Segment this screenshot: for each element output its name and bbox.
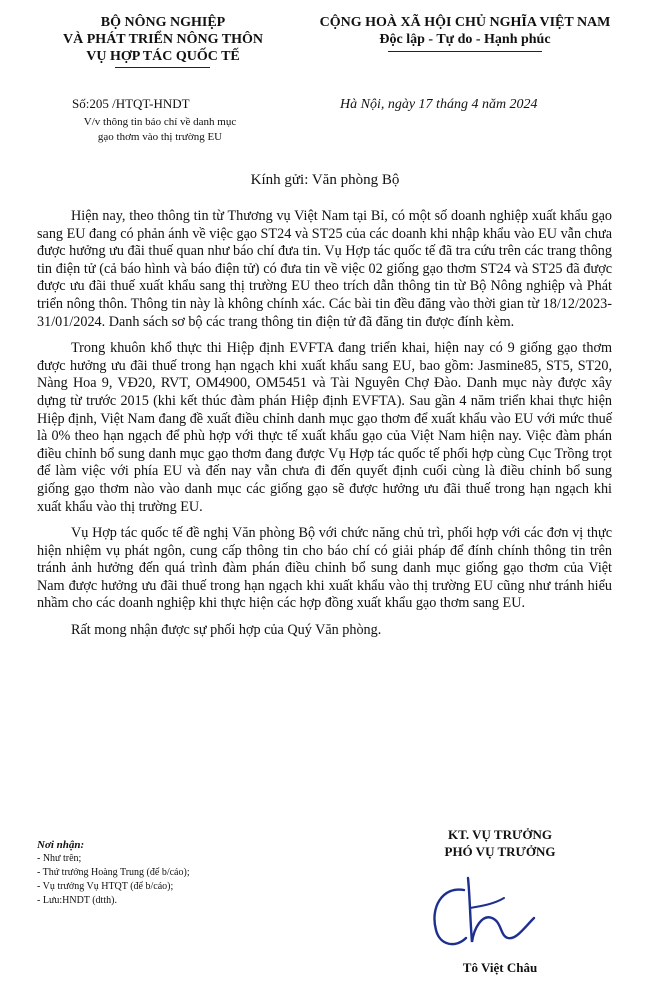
body-paragraph-1: Hiện nay, theo thông tin từ Thương vụ Việt Nam tại Bỉ, có một số doanh nghiệp xuất khẩu gạo sang EU đang có phản ánh về việc gạo ST24 và ST25 của các doanh khi nhập khẩu vào EU vẫn chưa được hưởng ưu đãi thuế quan như báo chí đưa tin. Vụ Hợp tác quốc tế đã tra cứu trên các trang thông tin điện tử (cả báo hình và báo điện tử) có đưa tin về việc 02 giống gạo thơm ST24 và ST25 đã được được ưu đãi thuế xuất khẩu sang thị trường EU theo trích dẫn thông tin từ Bộ Nông nghiệp và Phát triển nông thôn. Thông tin này là không chính xác. Các bài tin đều đăng vào thời gian từ 18/12/2023-31/01/2024. Danh sách sơ bộ các trang thông tin điện tử đã đăng tin được đính kèm.: [37, 208, 612, 330]
handwritten-signature: [412, 868, 542, 958]
body-paragraph-3: Vụ Hợp tác quốc tế đề nghị Văn phòng Bộ với chức năng chủ trì, phối hợp với các đơn vị thực hiện nhiệm vụ phát ngôn, cung cấp thông tin cho báo chí có giải pháp để đính chính thông tin trên tránh ảnh hưởng đến quá trình đàm phán điều chỉnh bổ sung danh mục giống gạo thơm của Việt Nam được hưởng ưu đãi thuế trong hạn ngạch khi xuất khẩu vào thị trường EU cũng như tránh hiểu nhầm cho các doanh nghiệp khi thực hiện các hợp đồng xuất khẩu gạo thơm sang EU.: [37, 525, 612, 612]
document-body: [37, 208, 612, 649]
recipient-item: - Vụ trưởng Vụ HTQT (để b/cáo);: [37, 881, 174, 892]
document-date: Hà Nội, ngày 17 tháng 4 năm 2024: [340, 97, 538, 112]
document-number: Số:205 /HTQT-HNDT: [72, 96, 190, 111]
recipient-item: - Lưu:HNDT (dtth).: [37, 895, 117, 906]
national-title: CỘNG HOÀ XÃ HỘI CHỦ NGHĨA VIỆT NAM: [319, 15, 611, 30]
agency-line-3: VỤ HỢP TÁC QUỐC TẾ: [86, 49, 240, 64]
agency-line-2: VÀ PHÁT TRIỂN NÔNG THÔN: [63, 32, 263, 47]
body-paragraph-2: Trong khuôn khổ thực thi Hiệp định EVFTA đang triển khai, hiện nay có 9 giống gạo thơm được hưởng ưu đãi thuế trong hạn ngạch khi xuất khẩu sang EU, bao gồm: Jasmine85, ST5, ST20, Nàng Hoa 9, VĐ20, RVT, OM4900, OM5451 và Tài Nguyên Chợ Đào. Danh mục này được xây dựng từ trước 2015 (khi kết thúc đàm phán Hiệp định EVFTA). Sau gần 4 năm triển khai thực hiện Hiệp định, Việt Nam đang đề xuất điều chỉnh danh mục gạo thơm để xuất khẩu vào EU với mức thuế là 0% theo hạn ngạch để phù hợp với thực tế xuất khẩu gạo của Việt Nam hiện nay. Việc đàm phán điều chỉnh bổ sung danh mục gạo thơm đang được Vụ Hợp tác quốc tế phối hợp cùng Cục Trồng trọt để làm việc với phía EU và đến nay vẫn chưa đi đến quyết định cuối cùng là điều chỉnh bổ sung giống gạo thơm nào vào danh mục các giống gạo sẽ được hưởng ưu đãi thuế trong hạn ngạch khi xuất khẩu vào thị trường EU.: [37, 340, 612, 515]
motto-underline: [388, 51, 542, 52]
signer-name: Tô Việt Châu: [462, 960, 538, 975]
body-paragraph-4: Rất mong nhận được sự phối hợp của Quý Văn phòng.: [71, 622, 382, 639]
document-subject: [40, 115, 280, 145]
recipient-item: - Như trên;: [37, 853, 82, 864]
signer-position-2: PHÓ VỤ TRƯỞNG: [444, 844, 556, 859]
national-header: [295, 14, 635, 48]
recipients-title: Nơi nhận:: [37, 839, 85, 851]
agency-underline: [115, 67, 210, 68]
signature-block: [370, 826, 630, 860]
recipient-item: - Thứ trưởng Hoàng Trung (để b/cáo);: [37, 867, 190, 878]
signer-position-1: KT. VỤ TRƯỞNG: [448, 827, 552, 842]
subject-line-1: V/v thông tin báo chí về danh mục: [83, 116, 237, 128]
agency-header: [38, 14, 288, 65]
subject-line-2: gạo thơm vào thị trường EU: [97, 131, 223, 143]
greeting: Kính gửi: Văn phòng Bộ: [250, 172, 400, 188]
recipients-block: [37, 838, 357, 908]
agency-line-1: BỘ NÔNG NGHIỆP: [100, 15, 226, 30]
national-motto: Độc lập - Tự do - Hạnh phúc: [379, 32, 551, 47]
